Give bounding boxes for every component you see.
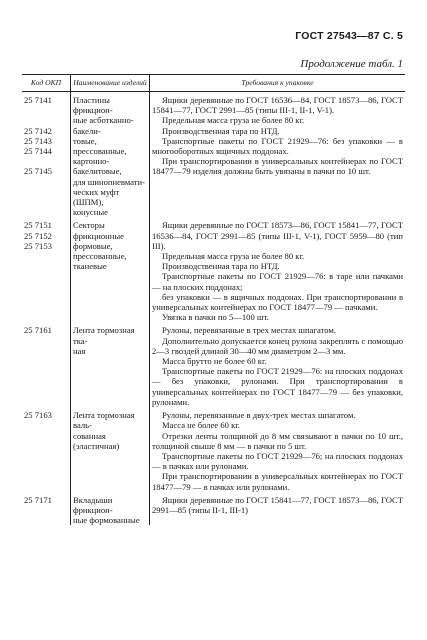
requirement-paragraph: без упаковки — в ящичных поддонах. При транспортировании в универсальных контейнерах по ГОСТ 18477—79 — пачками. [152,291,403,313]
column-header-name: Наименование изделий [71,75,150,92]
requirement-paragraph: Транспортные пакеты по ГОСТ 21929—76: на плоских поддонах — без упаковки, рулонами. При транспортировании в универсальных контейнерах по ГОСТ 18477—79 — без упаковки, рулонами. [152,366,403,407]
product-code-cell: 25 7141 25 7142 25 7143 25 7144 25 7145 [24,95,52,177]
table-header-row [22,75,405,92]
requirement-paragraph: Рулоны, перевязанные в трех местах шпагатом. [162,325,336,336]
requirement-paragraph: Производственная тара по НТД. [162,125,280,136]
product-name-cell: Лента тормозная валь- cованная (эластичная) [71,407,150,492]
page-header: ГОСТ 27543—87 С. 5 [295,30,403,42]
requirements-cell [150,492,406,526]
requirement-paragraph: При транспортировании в универсальных контейнерах по ГОСТ 18477—79 изделия должны быть увязаны в пачки по 10 шт. [152,156,403,177]
column-header-requirements: Требования к упаковке [150,75,406,92]
product-code-cell: 25 7151 25 7152 25 7153 [24,220,52,251]
requirement-paragraph: Транспортные пакеты по ГОСТ 21929—76; на плоских поддонах — в пачках или рулонами. [152,450,403,472]
requirement-paragraph: Ящики деревянные по ГОСТ 15841—77, ГОСТ 18573—86, ГОСТ 2991—85 (типы II-1, III-1) [152,494,403,515]
requirement-paragraph: Масса брутто не более 60 кг. [162,356,267,367]
requirement-paragraph: Отрезки ленты толщиной до 8 мм связывают в пачки по 10 шт., толщиной свыше 8 мм — в пачки по 5 шт. [152,430,403,451]
table-continuation-label: Продолжение табл. 1 [300,58,403,70]
requirement-paragraph: Увязка в пачки по 5—100 шт. [162,312,269,323]
requirement-paragraph: Предельная масса груза не более 80 кг. [162,251,305,262]
requirement-paragraph: Ящики деревянные по ГОСТ 18573—86, ГОСТ 15841—77, ГОСТ 16536—84, ГОСТ 2991—85 (типы III-1, V-1), ГОСТ 5959—80 (тип III). [152,220,403,251]
requirement-paragraph: Транспортные пакеты по ГОСТ 21929—76: без упаковки — в многооборотных ящичных поддонах. [152,135,403,157]
requirement-paragraph: Масса не более 60 кг. [162,420,240,431]
requirement-paragraph: Предельная масса груза не более 80 кг. [162,115,305,126]
table-row [22,92,405,218]
product-code-cell: 25 7171 [24,494,52,505]
table-row [22,492,405,526]
packaging-requirements-table [22,74,405,525]
requirements-cell [150,407,406,492]
table-row [22,322,405,407]
requirements-cell [150,217,406,322]
requirement-paragraph: Дополнительно допускается конец рулона закреплять с помощью 2—3 гвоздей длиной 30—40 мм диаметром 2—3 мм. [152,335,403,356]
table-row [22,217,405,322]
product-name-cell: Секторы фрикционные формовые, прессованные, тканевые [71,217,150,322]
requirement-paragraph: Рулоны, перевязанные в двух-трех местах шпагатом. [162,410,356,421]
requirement-paragraph: Производственная тара по НТД. [162,261,280,272]
product-code-cell: 25 7161 [24,325,52,336]
product-name-cell: Вкладыши фрикцион- ные формованные [71,492,150,526]
requirement-paragraph: При транспортировании в универсальных контейнерах по ГОСТ 18477—79 — в пачках или рулонами. [152,471,403,492]
table-body [22,92,405,526]
column-header-code: Код ОКП [22,75,71,92]
requirements-cell [150,92,406,218]
product-name-cell: Лента тормозная тка- ная [71,322,150,407]
requirement-paragraph: Транспортные пакеты по ГОСТ 21929—76: в таре или пачками — на плоских поддонах; [152,271,403,292]
requirements-cell [150,322,406,407]
product-name-cell: Пластины фрикцион- ные асботканно-бакели- товые, прессованные, картонно-бакелитовые, для шинопневмати- ческих муфт (ШПМ), конусные [71,92,150,218]
requirement-paragraph: Ящики деревянные по ГОСТ 16536—84, ГОСТ 18573—86, ГОСТ 15841—77, ГОСТ 2991—85 (типы III-1, II-1, V-1). [152,95,403,116]
product-code-cell: 25 7163 [24,410,52,421]
table-row [22,407,405,492]
